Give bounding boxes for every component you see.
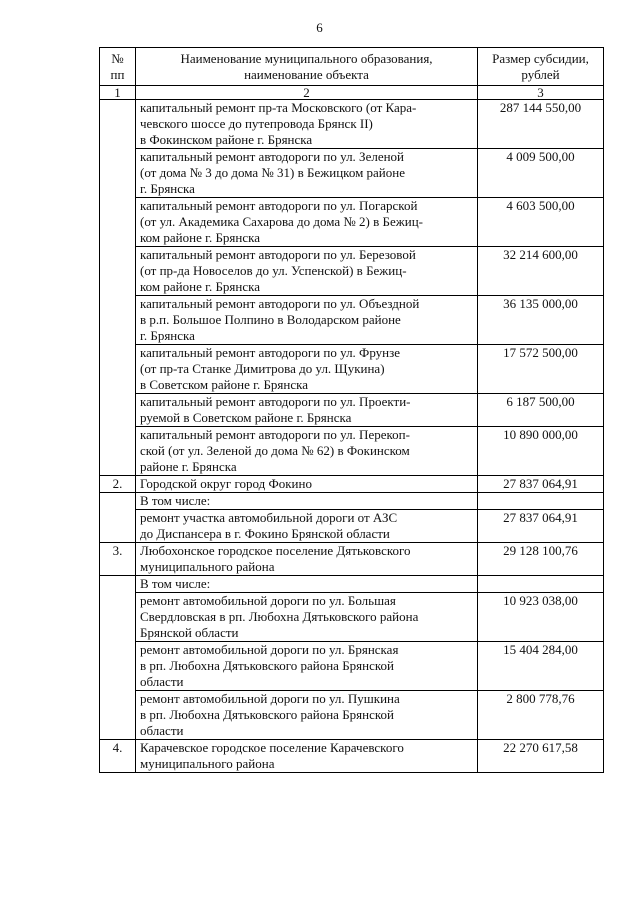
subsidy-amount: 17 572 500,00	[478, 345, 604, 394]
subsidy-amount: 2 800 778,76	[478, 691, 604, 740]
table-row	[100, 476, 604, 493]
table-row	[100, 543, 604, 576]
table-row	[100, 345, 604, 394]
row-number	[100, 493, 136, 543]
column-index: 1	[100, 86, 136, 100]
row-number: 4.	[100, 740, 136, 773]
subsidy-amount: 27 837 064,91	[478, 476, 604, 493]
column-index: 3	[478, 86, 604, 100]
table-row	[100, 593, 604, 642]
table-row	[100, 740, 604, 773]
table-body	[100, 100, 604, 773]
subsidy-amount: 27 837 064,91	[478, 510, 604, 543]
table-row	[100, 576, 604, 593]
table-row	[100, 510, 604, 543]
object-name: В том числе:	[136, 576, 478, 593]
object-name: Городской округ город Фокино	[136, 476, 478, 493]
object-name: капитальный ремонт пр-та Московского (от Кара- чевского шоссе до путепровода Брянск II) в Фокинском районе г. Брянска	[136, 100, 478, 149]
table-row	[100, 394, 604, 427]
object-name: капитальный ремонт автодороги по ул. Березовой (от пр-да Новоселов до ул. Успенской) в Бежиц- ком районе г. Брянска	[136, 247, 478, 296]
subsidy-amount: 4 009 500,00	[478, 149, 604, 198]
table-row	[100, 642, 604, 691]
object-name: капитальный ремонт автодороги по ул. Фрунзе (от пр-та Станке Димитрова до ул. Щукина) в Советском районе г. Брянска	[136, 345, 478, 394]
column-index: 2	[136, 86, 478, 100]
object-name: ремонт автомобильной дороги по ул. Большая Свердловская в рп. Любохна Дятьковского района Брянской области	[136, 593, 478, 642]
object-name: ремонт автомобильной дороги по ул. Брянская в рп. Любохна Дятьковского района Брянской области	[136, 642, 478, 691]
subsidy-amount: 6 187 500,00	[478, 394, 604, 427]
subsidy-amount: 10 890 000,00	[478, 427, 604, 476]
object-name: ремонт автомобильной дороги по ул. Пушкина в рп. Любохна Дятьковского района Брянской области	[136, 691, 478, 740]
row-number: 3.	[100, 543, 136, 576]
column-index-row	[100, 86, 604, 100]
table-row	[100, 691, 604, 740]
subsidy-amount: 32 214 600,00	[478, 247, 604, 296]
object-name: Карачевское городское поселение Карачевского муниципального района	[136, 740, 478, 773]
header-num: № пп	[100, 48, 136, 86]
table-row	[100, 296, 604, 345]
object-name: ремонт участка автомобильной дороги от АЗС до Диспансера в г. Фокино Брянской области	[136, 510, 478, 543]
subsidy-amount	[478, 576, 604, 593]
row-number	[100, 576, 136, 740]
subsidy-amount: 22 270 617,58	[478, 740, 604, 773]
table-row	[100, 149, 604, 198]
subsidy-amount: 29 128 100,76	[478, 543, 604, 576]
object-name: капитальный ремонт автодороги по ул. Проекти- руемой в Советском районе г. Брянска	[136, 394, 478, 427]
table-row	[100, 427, 604, 476]
subsidy-amount: 287 144 550,00	[478, 100, 604, 149]
subsidy-amount: 15 404 284,00	[478, 642, 604, 691]
table-row	[100, 493, 604, 510]
row-number: 2.	[100, 476, 136, 493]
subsidy-amount	[478, 493, 604, 510]
table-row	[100, 247, 604, 296]
subsidy-amount: 36 135 000,00	[478, 296, 604, 345]
object-name: капитальный ремонт автодороги по ул. Объездной в р.п. Большое Полпино в Володарском районе г. Брянска	[136, 296, 478, 345]
row-number	[100, 100, 136, 476]
header-row	[100, 48, 604, 86]
table-row	[100, 198, 604, 247]
object-name: капитальный ремонт автодороги по ул. Зеленой (от дома № 3 до дома № 31) в Бежицком районе г. Брянска	[136, 149, 478, 198]
subsidy-table	[99, 47, 604, 773]
page-number: 6	[316, 20, 323, 35]
table-row	[100, 100, 604, 149]
header-amount: Размер субсидии, рублей	[478, 48, 604, 86]
object-name: капитальный ремонт автодороги по ул. Перекоп- ской (от ул. Зеленой до дома № 62) в Фокинском районе г. Брянска	[136, 427, 478, 476]
subsidy-amount: 4 603 500,00	[478, 198, 604, 247]
header-name: Наименование муниципального образования, наименование объекта	[136, 48, 478, 86]
object-name: капитальный ремонт автодороги по ул. Погарской (от ул. Академика Сахарова до дома № 2) в Бежиц- ком районе г. Брянска	[136, 198, 478, 247]
object-name: Любохонское городское поселение Дятьковского муниципального района	[136, 543, 478, 576]
subsidy-amount: 10 923 038,00	[478, 593, 604, 642]
object-name: В том числе:	[136, 493, 478, 510]
